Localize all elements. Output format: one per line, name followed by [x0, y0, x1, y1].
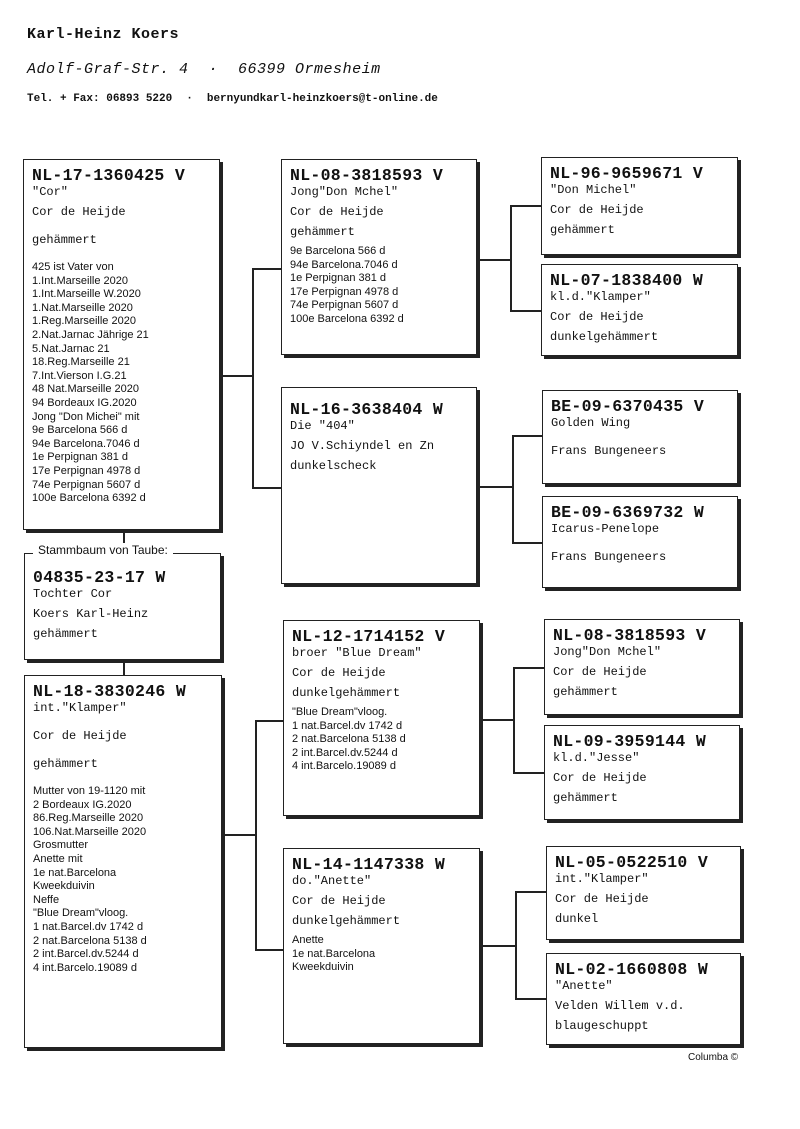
note-line: 5.Nat.Jarnac 21	[32, 342, 110, 355]
performance-notes	[290, 245, 468, 327]
note-line: 2 nat.Barcelona 5138 d	[33, 934, 147, 947]
connector-line	[255, 720, 257, 950]
note-line: Kweekduivin	[292, 961, 354, 974]
breeder: JO V.Schiyndel en Zn	[290, 439, 435, 453]
pigeon-name: Jong"Don Mchel"	[290, 185, 399, 199]
sire-dam-card[interactable]	[281, 387, 477, 584]
note-line: 1e Perpignan 381 d	[290, 272, 387, 285]
ring-number: NL-09-3959144 W	[553, 732, 707, 751]
owner-contact	[27, 93, 438, 105]
pigeon-name: "Cor"	[32, 185, 69, 199]
connector-line	[515, 891, 546, 893]
connector-line	[513, 667, 544, 669]
ring-number: 04835-23-17 W	[33, 568, 166, 587]
note-line: 106.Nat.Marseille 2020	[33, 825, 147, 838]
pigeon-name: kl.d."Klamper"	[550, 290, 651, 304]
breeder: Cor de Heijde	[553, 771, 647, 785]
connector-line	[513, 772, 544, 774]
breeder: Cor de Heijde	[292, 666, 386, 680]
note-line: 1e nat.Barcelona	[33, 866, 117, 879]
note-line: Mutter von 19-1120 mit	[33, 785, 146, 797]
connector-line	[513, 667, 515, 773]
ring-number: NL-18-3830246 W	[33, 682, 187, 701]
note-line: "Blue Dream"vloog.	[33, 907, 129, 920]
breeder: Cor de Heijde	[32, 205, 126, 219]
breeder: Frans Bungeneers	[551, 444, 667, 458]
note-line: 74e Perpignan 5607 d	[32, 478, 141, 491]
performance-notes	[292, 934, 471, 975]
performance-notes	[33, 785, 213, 975]
ring-number: NL-07-1838400 W	[550, 271, 704, 290]
note-line: Kweekduivin	[33, 880, 95, 893]
connector-line	[510, 205, 512, 311]
breeder: Cor de Heijde	[550, 310, 644, 324]
pigeon-name: kl.d."Jesse"	[553, 751, 640, 765]
breeder: Frans Bungeneers	[551, 550, 667, 564]
note-line: 100e Barcelona 6392 d	[32, 492, 146, 505]
ring-number: NL-14-1147338 W	[292, 855, 446, 874]
ring-number: NL-02-1660808 W	[555, 960, 709, 979]
note-line: 94 Bordeaux IG.2020	[32, 396, 137, 409]
note-line: 17e Perpignan 4978 d	[290, 285, 399, 298]
color: blaugeschuppt	[555, 1019, 649, 1033]
dam-dam-card[interactable]	[283, 848, 480, 1044]
note-line: 1.Nat.Marseille 2020	[32, 301, 133, 314]
note-line: Anette mit	[33, 852, 83, 865]
color: gehämmert	[553, 791, 618, 805]
note-line: Grosmutter	[33, 839, 89, 852]
dam-sire-dam-card[interactable]	[544, 725, 740, 820]
note-line: 425 ist Vater von	[32, 261, 114, 273]
color: gehämmert	[32, 233, 97, 247]
connector-line	[123, 659, 125, 675]
sire-sire-dam-card[interactable]	[541, 264, 738, 356]
breeder: Cor de Heijde	[290, 205, 384, 219]
performance-notes	[32, 261, 211, 506]
ring-number: NL-12-1714152 V	[292, 627, 446, 646]
pigeon-name: Icarus-Penelope	[551, 522, 660, 536]
note-line: 1.Int.Marseille 2020	[32, 274, 128, 287]
note-line: 2 int.Barcel.dv.5244 d	[292, 746, 398, 759]
dam-dam-sire-card[interactable]	[546, 846, 741, 940]
sire-dam-sire-card[interactable]	[542, 390, 738, 484]
pigeon-name: Jong"Don Mchel"	[553, 645, 662, 659]
note-line: Anette	[292, 934, 324, 946]
pigeon-name: do."Anette"	[292, 874, 372, 888]
connector-line	[252, 268, 282, 270]
color: gehämmert	[550, 223, 615, 237]
note-line: 2 Bordeaux IG.2020	[33, 798, 132, 811]
breeder: Velden Willem v.d.	[555, 999, 685, 1013]
note-line: 1e nat.Barcelona	[292, 947, 376, 960]
color: dunkelgehämmert	[292, 686, 401, 700]
breeder: Koers Karl-Heinz	[33, 607, 149, 621]
breeder: Cor de Heijde	[292, 894, 386, 908]
pigeon-name: int."Klamper"	[555, 872, 649, 886]
pigeon-name: broer "Blue Dream"	[292, 646, 422, 660]
connector-line	[219, 375, 253, 377]
sire-dam-dam-card[interactable]	[542, 496, 738, 588]
pigeon-name: Tochter Cor	[33, 587, 113, 601]
ring-number: BE-09-6370435 V	[551, 397, 705, 416]
pigeon-name: Golden Wing	[551, 416, 631, 430]
pedigree-title: Stammbaum von Taube:	[33, 543, 173, 557]
connector-line	[480, 945, 516, 947]
color: dunkel	[555, 912, 599, 926]
owner-address	[27, 61, 381, 78]
color: gehämmert	[33, 627, 98, 641]
note-line: 1.Reg.Marseille 2020	[32, 315, 136, 328]
note-line: 2.Nat.Jarnac Jährige 21	[32, 328, 149, 341]
connector-line	[510, 205, 541, 207]
performance-notes	[292, 706, 471, 774]
note-line: 86.Reg.Marseille 2020	[33, 812, 144, 825]
sire-card[interactable]	[23, 159, 220, 530]
ring-number: NL-16-3638404 W	[290, 400, 444, 419]
ring-number: NL-08-3818593 V	[290, 166, 444, 185]
note-line: 1 nat.Barcel.dv 1742 d	[292, 719, 403, 732]
note-line: "Blue Dream"vloog.	[292, 706, 388, 718]
note-line: 1e Perpignan 381 d	[32, 451, 129, 464]
pigeon-name: int."Klamper"	[33, 701, 127, 715]
connector-line	[515, 998, 546, 1000]
note-line: 18.Reg.Marseille 21	[32, 356, 130, 369]
breeder: Cor de Heijde	[33, 729, 127, 743]
color: gehämmert	[290, 225, 355, 239]
note-line: 94e Barcelona.7046 d	[32, 437, 140, 450]
breeder: Cor de Heijde	[550, 203, 644, 217]
note-line: 100e Barcelona 6392 d	[290, 312, 404, 325]
connector-line	[477, 259, 511, 261]
ring-number: NL-96-9659671 V	[550, 164, 704, 183]
connector-line	[480, 719, 514, 721]
connector-line	[255, 949, 284, 951]
dam-sire-card[interactable]	[283, 620, 480, 816]
connector-line	[512, 435, 514, 543]
note-line: 9e Barcelona 566 d	[32, 424, 128, 437]
ring-number: BE-09-6369732 W	[551, 503, 705, 522]
ring-number: NL-08-3818593 V	[553, 626, 707, 645]
owner-name: Karl-Heinz Koers	[27, 26, 180, 43]
note-line: 4 int.Barcelo.19089 d	[292, 760, 396, 773]
ring-number: NL-05-0522510 V	[555, 853, 709, 872]
note-line: 74e Perpignan 5607 d	[290, 299, 399, 312]
breeder: Cor de Heijde	[553, 665, 647, 679]
separator-dot: ·	[208, 61, 219, 78]
note-line: 1 nat.Barcel.dv 1742 d	[33, 920, 144, 933]
breeder: Cor de Heijde	[555, 892, 649, 906]
note-line: Neffe	[33, 893, 60, 906]
connector-line	[252, 268, 254, 488]
sire-sire-sire-card[interactable]	[541, 157, 738, 255]
connector-line	[515, 891, 517, 999]
connector-line	[252, 487, 282, 489]
email-link[interactable]: bernyundkarl-heinzkoers@t-online.de	[206, 93, 438, 105]
phone-fax: Tel. + Fax: 06893 5220	[27, 93, 173, 105]
note-line: 48 Nat.Marseille 2020	[32, 383, 140, 396]
connector-line	[510, 310, 541, 312]
note-line: 17e Perpignan 4978 d	[32, 464, 141, 477]
color: gehämmert	[553, 685, 618, 699]
color: gehämmert	[33, 757, 98, 771]
connector-line	[512, 542, 542, 544]
connector-line	[477, 486, 513, 488]
note-line: 9e Barcelona 566 d	[290, 245, 386, 257]
color: dunkelgehämmert	[550, 330, 659, 344]
color: dunkelscheck	[290, 459, 377, 473]
connector-line	[512, 435, 542, 437]
color: dunkelgehämmert	[292, 914, 401, 928]
software-credit: Columba ©	[688, 1052, 739, 1063]
note-line: Jong "Don Michei" mit	[32, 410, 140, 423]
pigeon-name: "Anette"	[555, 979, 613, 993]
connector-line	[255, 720, 284, 722]
ring-number: NL-17-1360425 V	[32, 166, 186, 185]
dam-sire-sire-card[interactable]	[544, 619, 740, 715]
subject-card[interactable]	[24, 553, 221, 660]
note-line: 2 nat.Barcelona 5138 d	[292, 733, 406, 746]
dam-card[interactable]	[24, 675, 222, 1048]
pigeon-name: "Don Michel"	[550, 183, 637, 197]
note-line: 94e Barcelona.7046 d	[290, 258, 398, 271]
pigeon-name: Die "404"	[290, 419, 355, 433]
separator-dot: ·	[186, 93, 193, 105]
sire-sire-card[interactable]	[281, 159, 477, 355]
note-line: 7.Int.Vierson I.G.21	[32, 369, 127, 382]
note-line: 2 int.Barcel.dv.5244 d	[33, 948, 139, 961]
street: Adolf-Graf-Str. 4	[27, 61, 189, 78]
note-line: 1.Int.Marseille W.2020	[32, 288, 141, 301]
connector-line	[222, 834, 256, 836]
city: 66399 Ormesheim	[238, 61, 381, 78]
note-line: 4 int.Barcelo.19089 d	[33, 961, 137, 974]
dam-dam-dam-card[interactable]	[546, 953, 741, 1045]
